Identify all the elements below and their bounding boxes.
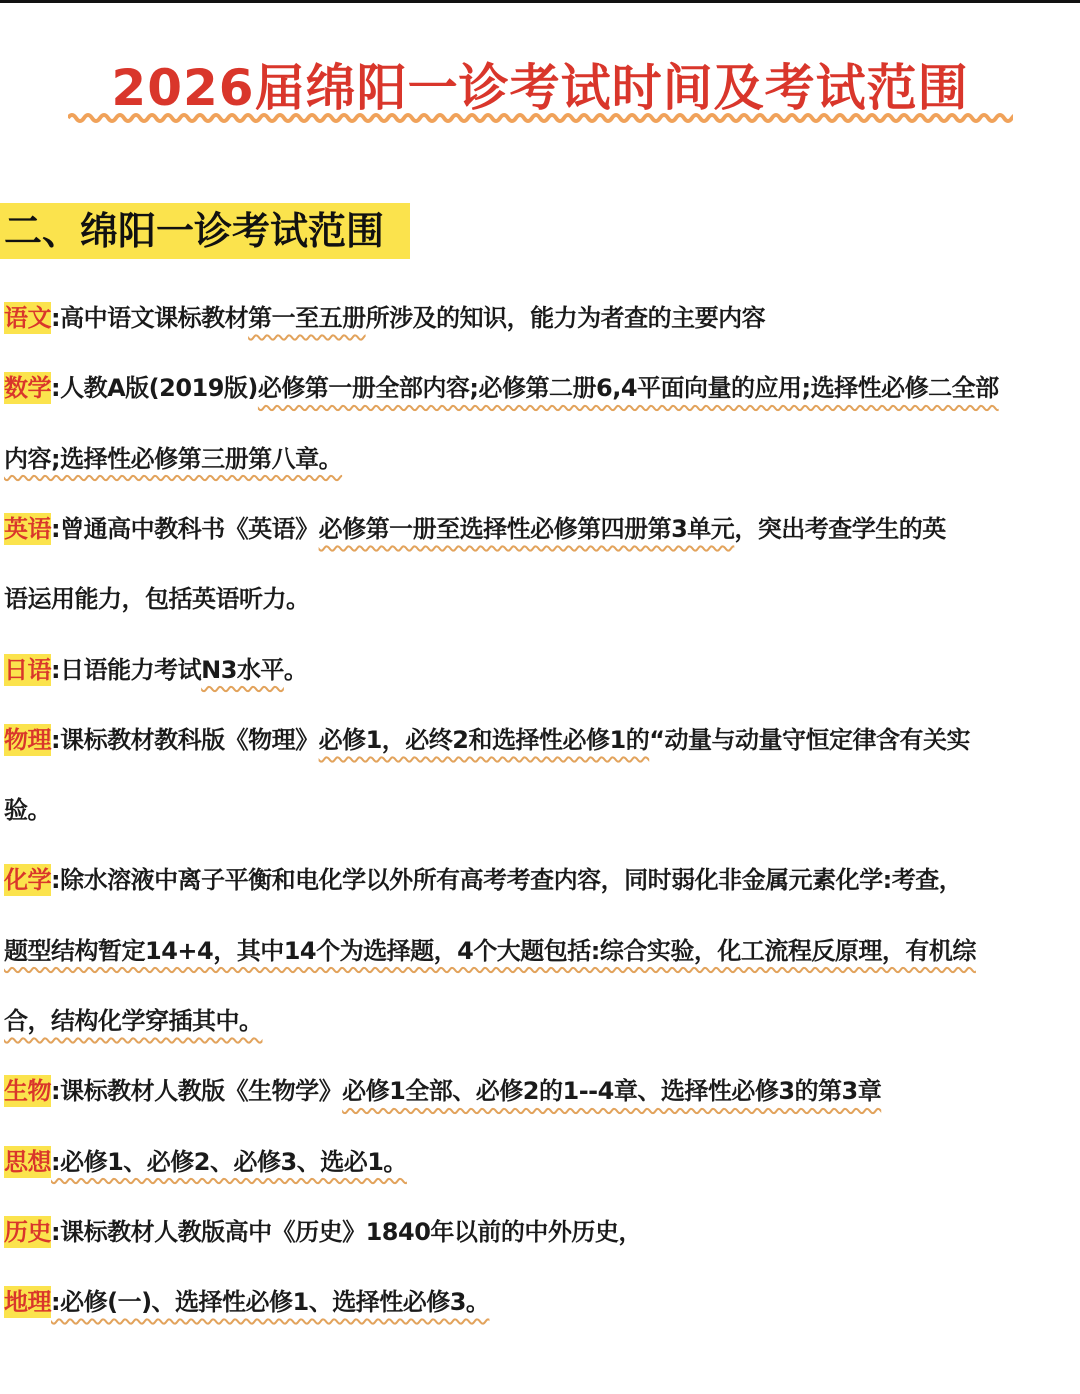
underlined-text: :必修(一)、选择性必修1、选择性必修3。 [51, 1288, 490, 1317]
line-text: 验。 [4, 796, 51, 825]
subject-label: 化学 [4, 866, 51, 895]
content-line [4, 933, 976, 969]
line-text: :课标教材人教版《生物学》 [51, 1077, 343, 1106]
subject-label: 思想 [4, 1147, 51, 1176]
subject-label: 物理 [4, 725, 51, 754]
content-line [4, 511, 946, 547]
line-text: :曾通高中教科书《英语》 [51, 514, 319, 543]
subject-label: 日语 [4, 655, 51, 684]
content-line [4, 370, 999, 406]
content-line [4, 792, 51, 828]
top-border [0, 0, 1080, 3]
content-line [4, 581, 310, 617]
line-text: 语运用能力，包括英语听力。 [4, 585, 310, 614]
line-text: “动量与动量守恒定律含有关实 [649, 725, 970, 754]
subject-label: 历史 [4, 1217, 51, 1246]
underlined-text: 合，结构化学穿插其中。 [4, 1007, 263, 1035]
content-line [4, 1003, 263, 1039]
content-line [4, 652, 307, 688]
underlined-text: 必修1，必终2和选择性必修1的 [318, 725, 650, 754]
content-line [4, 441, 342, 477]
line-text: 所涉及的知识，能力为者查的主要内容 [365, 304, 766, 332]
underlined-text: 内容;选择性必修第三册第八章。 [4, 444, 343, 473]
content-line [4, 862, 962, 898]
line-text: :高中语文课标教材 [51, 304, 249, 332]
title-wavy-underline [68, 110, 1013, 126]
underlined-text: 第一至五册 [248, 304, 366, 332]
underlined-text: 必修1全部、必修2的1--4章、选择性必修3的第3章 [342, 1077, 882, 1106]
underlined-text: 必修第一册至选择性必修第四册第3单元 [318, 514, 735, 543]
line-text: ，突出考查学生的英 [734, 514, 946, 543]
subject-label: 生物 [4, 1077, 51, 1106]
underlined-text: 必修第一册全部内容;必修第二册6,4平面向量的应用;选择性必修二全部 [257, 374, 999, 403]
line-text: :除水溶液中离子平衡和电化学以外所有高考考查内容，同时弱化非金属元素化学:考查， [51, 866, 963, 895]
underlined-text: :必修1、必修2、必修3、选必1。 [51, 1147, 407, 1176]
subject-label: 地理 [4, 1288, 51, 1317]
line-text: :人教A版(2019版) [51, 374, 258, 403]
line-text: :课标教材教科版《物理》 [51, 725, 319, 754]
subject-label: 英语 [4, 514, 51, 543]
line-text: 。 [283, 655, 308, 684]
subject-label: 语文 [4, 304, 51, 332]
content-line [4, 1214, 642, 1250]
content-line [4, 722, 970, 758]
line-text: :课标教材人教版高中《历史》1840年以前的中外历史， [51, 1217, 642, 1246]
subject-label: 数学 [4, 374, 51, 403]
content-line [4, 1144, 407, 1180]
page-title: 2026届绵阳一诊考试时间及考试范围 [111, 59, 969, 117]
line-text: :日语能力考试 [51, 655, 202, 684]
underlined-text: N3水平 [201, 655, 284, 684]
section-heading: 二、绵阳一诊考试范围 [0, 203, 410, 259]
content-line [4, 1284, 489, 1320]
content-line [4, 300, 765, 336]
content-line [4, 1073, 881, 1109]
underlined-text: 题型结构暂定14+4，其中14个为选择题，4个大题包括:综合实验，化工流程反原理，有机综 [4, 936, 976, 965]
